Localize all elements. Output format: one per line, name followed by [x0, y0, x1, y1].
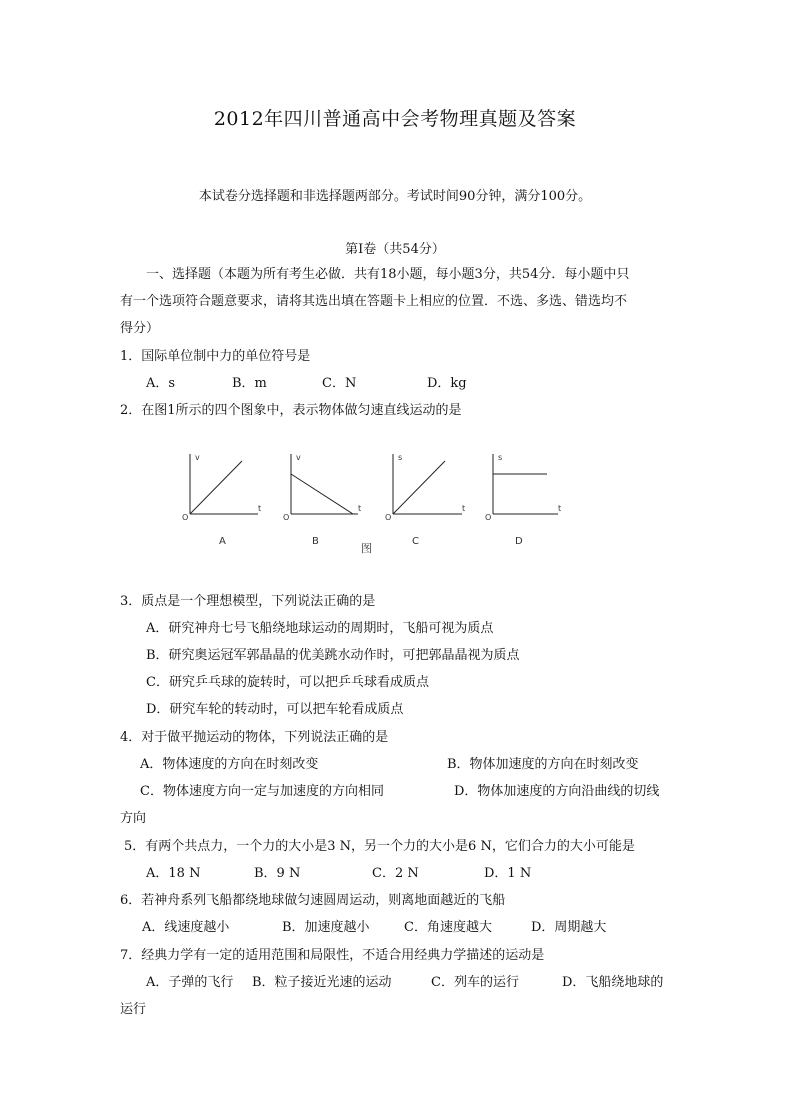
question-6-stem: 6．若神舟系列飞船都绕地球做匀速圆周运动，则离地面越近的飞船 [120, 893, 506, 908]
question-4-stem: 4．对于做平抛运动的物体，下列说法正确的是 [120, 730, 389, 745]
graph-a-x-label: t [258, 504, 262, 513]
graph-d-x-label: t [558, 504, 562, 513]
question-5-option-c: C．2 N [372, 866, 419, 881]
figure-caption: 图 [361, 542, 372, 555]
graph-c-x-label: t [462, 504, 466, 513]
exam-intro: 本试卷分选择题和非选择题两部分。考试时间90分钟，满分100分。 [198, 189, 592, 204]
graph-c [385, 453, 465, 547]
motion-graphs-figure [180, 448, 580, 555]
graph-a [182, 453, 261, 547]
graph-d [485, 453, 561, 547]
graph-a-y-label: v [195, 453, 200, 462]
question-3-option-c: C．研究乒乓球的旋转时，可以把乒乓球看成质点 [146, 675, 429, 690]
question-2-stem: 2．在图1所示的四个图象中，表示物体做匀速直线运动的是 [120, 403, 462, 418]
question-7-option-d: D．飞船绕地球的 [562, 975, 664, 990]
graph-c-origin: O [385, 513, 392, 522]
question-6-option-b: B．加速度越小 [282, 920, 370, 935]
instructions-line-3: 得分） [120, 321, 160, 336]
graph-d-origin: O [485, 513, 492, 522]
instructions-line-2: 有一个选项符合题意要求，请将其选出填在答题卡上相应的位置．不选、多选、错选均不 [120, 294, 628, 309]
graph-b [283, 453, 361, 547]
question-3-option-b: B．研究奥运冠军郭晶晶的优美跳水动作时，可把郭晶晶视为质点 [146, 648, 520, 663]
question-5-option-b: B．9 N [254, 866, 301, 881]
question-1-option-b: B．m [232, 376, 267, 391]
question-1-option-a: A．s [146, 376, 176, 391]
question-6-option-a: A．线速度越小 [142, 920, 230, 935]
graph-c-y-label: s [398, 453, 403, 462]
graph-d-label: D [515, 536, 523, 547]
question-7-stem: 7．经典力学有一定的适用范围和局限性，不适合用经典力学描述的运动是 [120, 948, 545, 963]
graph-b-y-label: v [296, 453, 301, 462]
graph-d-y-label: s [498, 453, 503, 462]
question-4-option-c: C．物体速度方向一定与加速度的方向相同 [140, 784, 384, 799]
question-1-stem: 1．国际单位制中力的单位符号是 [120, 349, 311, 364]
question-4-continuation: 方向 [120, 811, 147, 826]
graph-a-origin: O [182, 513, 189, 522]
question-4-option-b: B．物体加速度的方向在时刻改变 [447, 757, 639, 772]
question-3-option-d: D．研究车轮的转动时，可以把车轮看成质点 [146, 702, 404, 717]
section-title: 第Ⅰ卷（共54分） [345, 242, 445, 257]
question-7-continuation: 运行 [120, 1002, 147, 1017]
graph-c-label: C [412, 536, 419, 547]
question-6-option-d: D．周期越大 [531, 920, 607, 935]
question-1-option-c: C．N [322, 376, 357, 391]
instructions-line-1: 一、选择题（本题为所有考生必做．共有18小题，每小题3分，共54分．每小题中只 [146, 267, 630, 282]
question-4-option-d: D．物体加速度的方向沿曲线的切线 [454, 784, 660, 799]
question-5-option-a: A．18 N [146, 866, 201, 881]
question-5-stem: 5．有两个共点力，一个力的大小是3 N，另一个力的大小是6 N，它们合力的大小可能是 [124, 839, 635, 854]
question-7-option-c: C．列车的运行 [431, 975, 519, 990]
question-5-option-d: D．1 N [484, 866, 532, 881]
page-title: 2012年四川普通高中会考物理真题及答案 [213, 108, 577, 130]
graph-b-origin: O [283, 513, 290, 522]
question-7-option-a: A．子弹的飞行 [146, 975, 234, 990]
question-3-option-a: A．研究神舟七号飞船绕地球运动的周期时，飞船可视为质点 [146, 621, 494, 636]
question-1-option-d: D．kg [427, 376, 467, 391]
question-6-option-c: C．角速度越大 [404, 920, 492, 935]
question-3-stem: 3．质点是一个理想模型，下列说法正确的是 [120, 594, 376, 609]
graph-a-label: A [219, 536, 226, 547]
question-4-option-a: A．物体速度的方向在时刻改变 [140, 757, 319, 772]
graph-b-x-label: t [358, 504, 362, 513]
question-7-option-b: B．粒子接近光速的运动 [252, 975, 392, 990]
graph-b-label: B [312, 536, 319, 547]
